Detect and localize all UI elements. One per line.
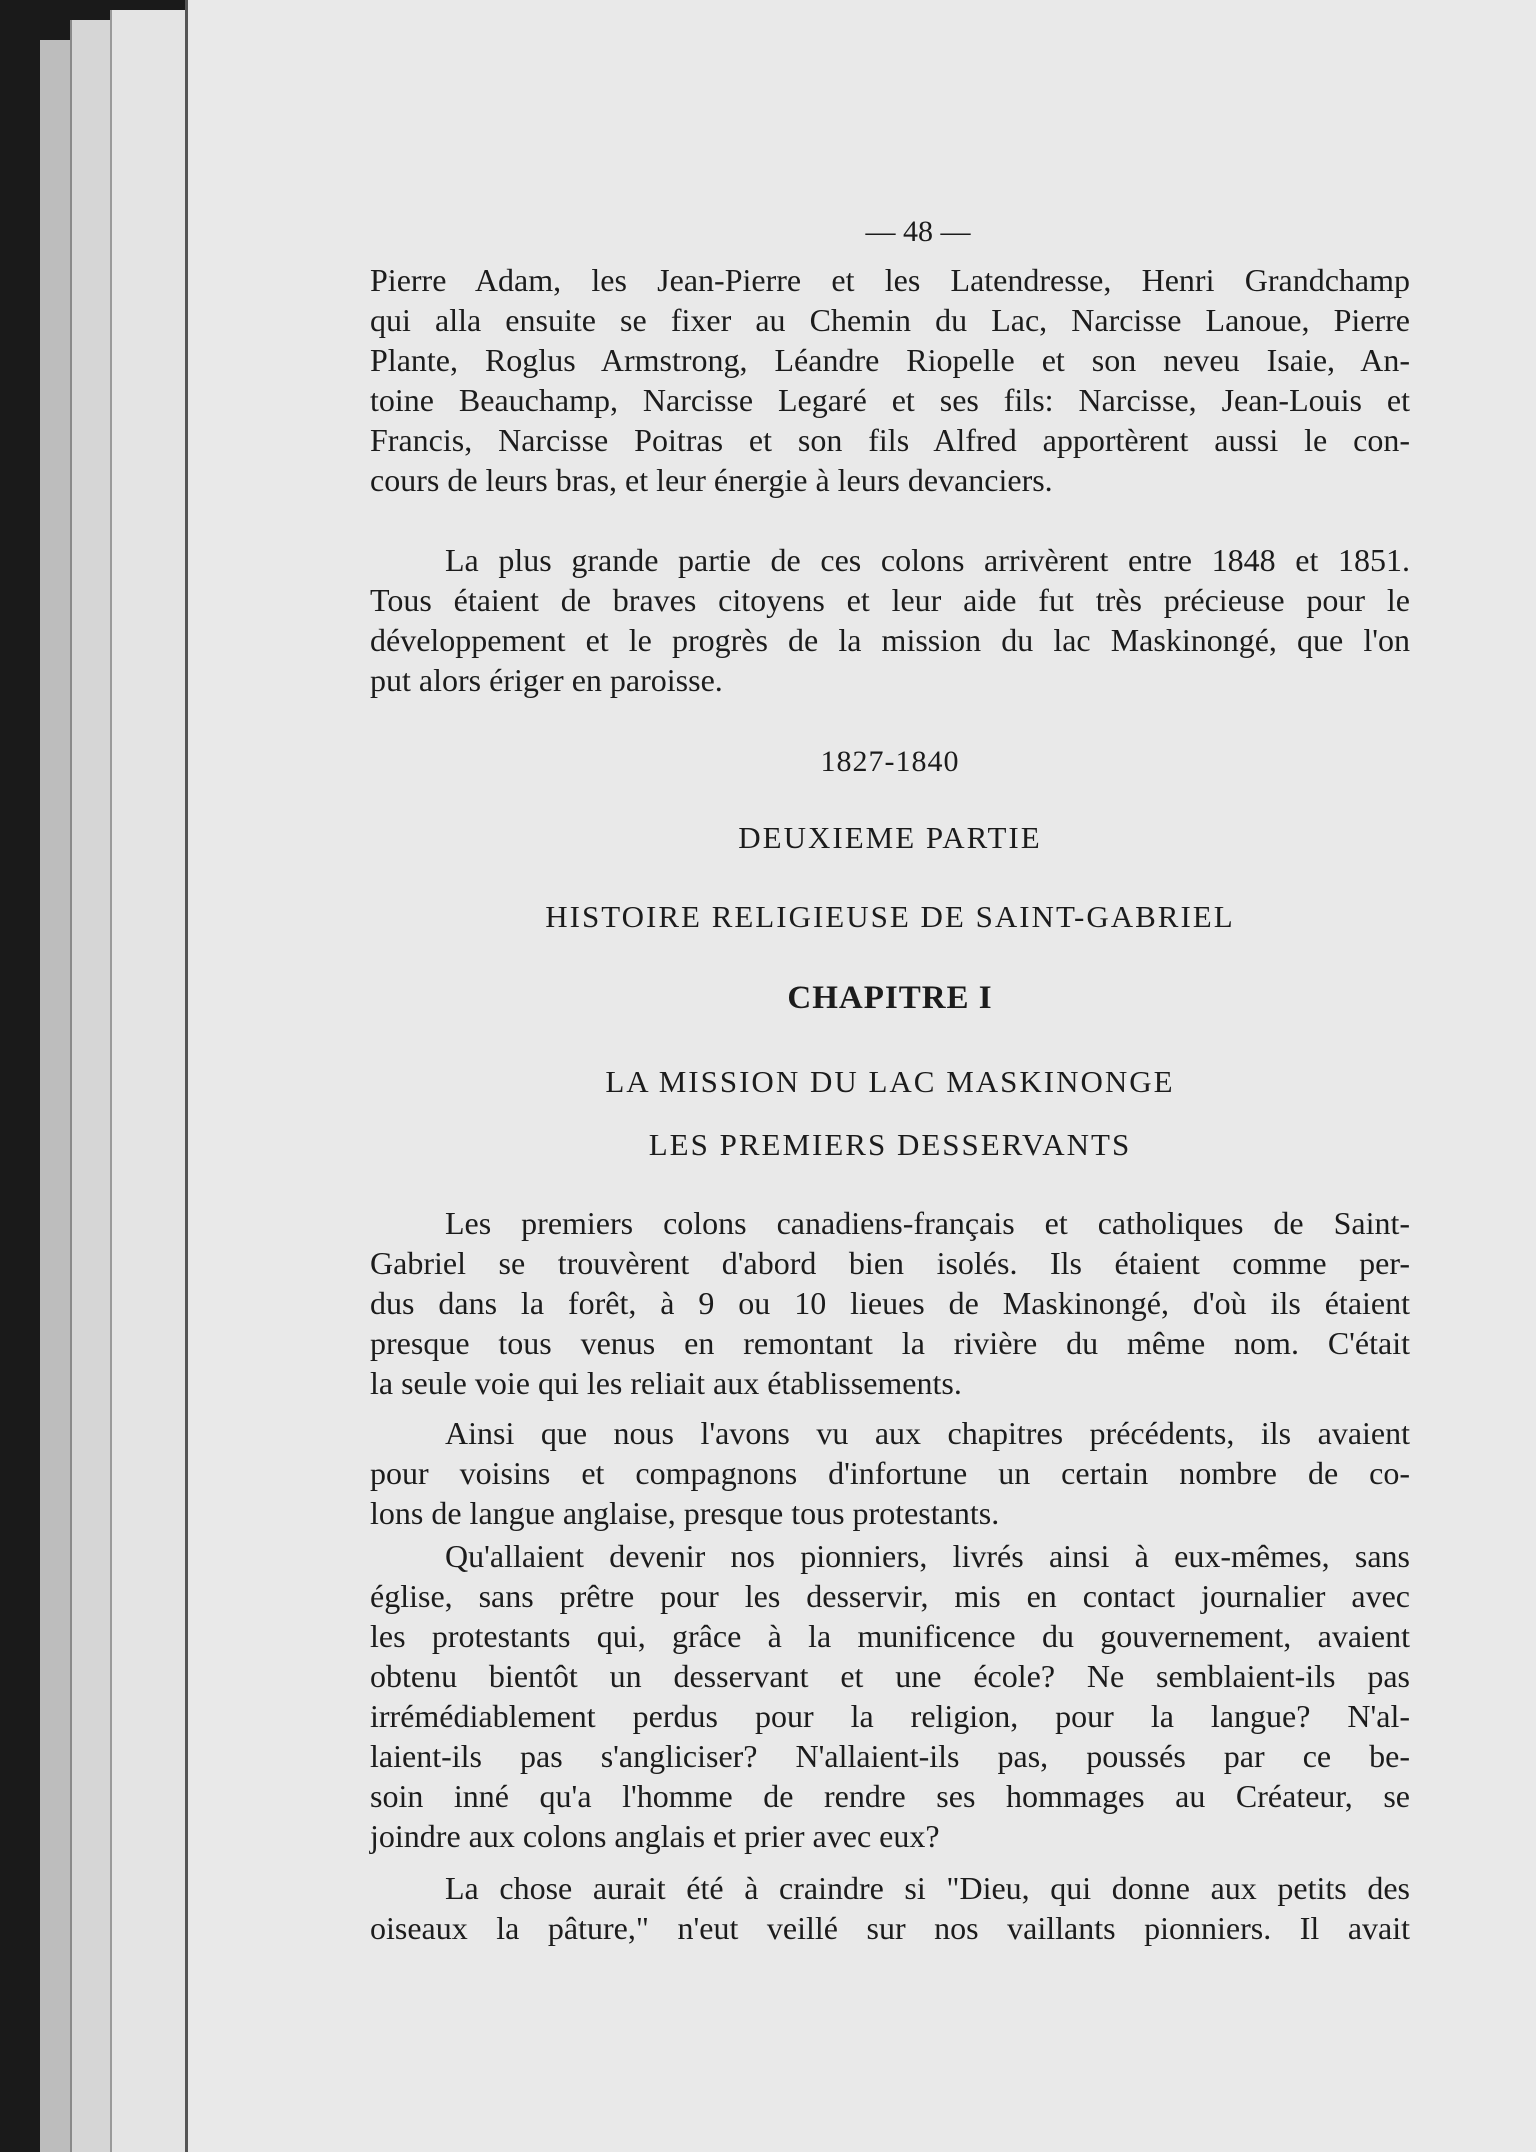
text-line: Plante, Roglus Armstrong, Léandre Riopelle et son neveu Isaie, An-	[370, 342, 1410, 378]
text-line: Les premiers colons canadiens-français et catholiques de Saint-	[445, 1205, 1410, 1241]
text-line: La plus grande partie de ces colons arrivèrent entre 1848 et 1851.	[445, 542, 1410, 578]
heading-dates: 1827-1840	[820, 745, 960, 778]
text-line: qui alla ensuite se fixer au Chemin du Lac, Narcisse Lanoue, Pierre	[370, 302, 1410, 338]
paragraph-premiers-colons	[370, 1203, 1410, 1403]
text-line: Pierre Adam, les Jean-Pierre et les Latendresse, Henri Grandchamp	[370, 262, 1410, 298]
heading-chapter-title-1: LA MISSION DU LAC MASKINONGE	[605, 1064, 1175, 1099]
text-line: joindre aux colons anglais et prier avec eux?	[370, 1818, 940, 1854]
heading-chapter-title-2: LES PREMIERS DESSERVANTS	[648, 1127, 1132, 1162]
text-line: lons de langue anglaise, presque tous protestants.	[370, 1495, 1000, 1531]
text-line: La chose aurait été à craindre si "Dieu, qui donne aux petits des	[445, 1870, 1410, 1906]
text-line: pour voisins et compagnons d'infortune un certain nombre de co-	[370, 1455, 1410, 1491]
text-line: dus dans la forêt, à 9 ou 10 lieues de Maskinongé, d'où ils étaient	[370, 1285, 1410, 1321]
heading-part: DEUXIEME PARTIE	[738, 820, 1042, 855]
text-line: laient-ils pas s'angliciser? N'allaient-ils pas, poussés par ce be-	[370, 1738, 1410, 1774]
text-line: toine Beauchamp, Narcisse Legaré et ses fils: Narcisse, Jean-Louis et	[370, 382, 1410, 418]
paragraph-pionniers	[370, 1536, 1410, 1856]
paragraph-colons	[370, 540, 1410, 700]
book-edge-outer	[40, 40, 70, 2152]
page-number: — 48 —	[865, 215, 971, 248]
text-line: oiseaux la pâture," n'eut veillé sur nos vaillants pionniers. Il avait	[370, 1910, 1410, 1946]
text-line: presque tous venus en remontant la rivière du même nom. C'était	[370, 1325, 1410, 1361]
heading-part-title: HISTOIRE RELIGIEUSE DE SAINT-GABRIEL	[545, 899, 1235, 934]
text-line: cours de leurs bras, et leur énergie à leurs devanciers.	[370, 462, 1053, 498]
text-line: put alors ériger en paroisse.	[370, 662, 723, 698]
text-line: irrémédiablement perdus pour la religion, pour la langue? N'al-	[370, 1698, 1410, 1734]
paragraph-continuation	[370, 260, 1410, 500]
page-stack-edge	[110, 10, 192, 2152]
text-line: les protestants qui, grâce à la munificence du gouvernement, avaient	[370, 1618, 1410, 1654]
text-line: église, sans prêtre pour les desservir, mis en contact journalier avec	[370, 1578, 1410, 1614]
text-line: Qu'allaient devenir nos pionniers, livrés ainsi à eux-mêmes, sans	[445, 1538, 1410, 1574]
text-line: Ainsi que nous l'avons vu aux chapitres précédents, ils avaient	[445, 1415, 1410, 1451]
heading-chapter: CHAPITRE I	[787, 980, 993, 1016]
paragraph-chose	[370, 1868, 1410, 1948]
paragraph-voisins	[370, 1413, 1410, 1533]
text-line: soin inné qu'a l'homme de rendre ses hommages au Créateur, se	[370, 1778, 1410, 1814]
text-line: obtenu bientôt un desservant et une école? Ne semblaient-ils pas	[370, 1658, 1410, 1694]
book-edge-middle	[70, 20, 112, 2152]
text-line: la seule voie qui les reliait aux établissements.	[370, 1365, 962, 1401]
text-line: Tous étaient de braves citoyens et leur aide fut très précieuse pour le	[370, 582, 1410, 618]
text-line: développement et le progrès de la mission du lac Maskinongé, que l'on	[370, 622, 1410, 658]
text-line: Gabriel se trouvèrent d'abord bien isolés. Ils étaient comme per-	[370, 1245, 1410, 1281]
text-line: Francis, Narcisse Poitras et son fils Alfred apportèrent aussi le con-	[370, 422, 1410, 458]
